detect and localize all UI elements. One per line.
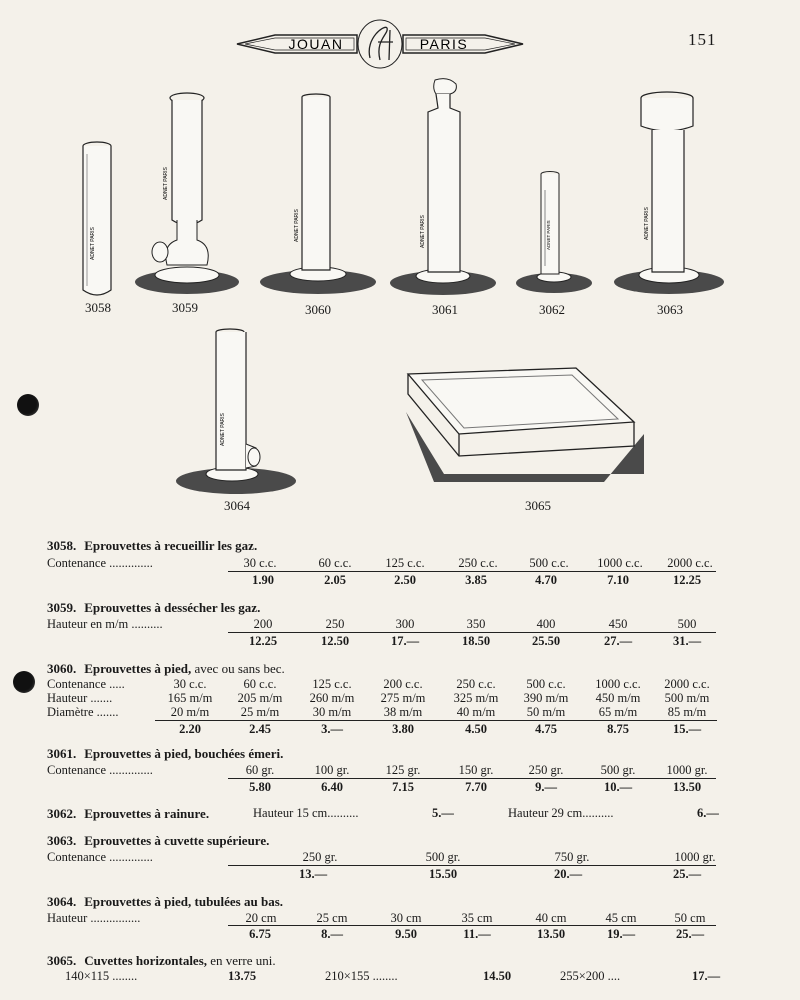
label-3058: 3058	[85, 300, 111, 315]
tube-3059-illustration	[132, 90, 242, 300]
label-3065: 3065	[525, 498, 551, 513]
svg-text:ADNET PARIS: ADNET PARIS	[546, 220, 551, 250]
entry-3061-title: 3061. Eprouvettes à pied, bouchées émeri.	[47, 746, 284, 761]
e3062-price-29: 6.—	[697, 806, 719, 820]
entry-3063-title: 3063. Eprouvettes à cuvette supérieure.	[47, 833, 270, 848]
row-label: Contenance ..............	[47, 763, 153, 777]
entry-3065-title: 3065. Cuvettes horizontales, en verre uni.	[47, 953, 276, 968]
tube-3060-illustration	[256, 92, 376, 302]
rule	[228, 778, 716, 779]
e3062-height-15: Hauteur 15 cm..........	[253, 806, 359, 820]
row-label-hauteur: Hauteur .......	[47, 691, 113, 705]
binding-hole	[17, 394, 39, 416]
page-number: 151	[688, 30, 717, 49]
label-3062: 3062	[539, 302, 565, 317]
e3065-size-2: 210×155 ........	[325, 969, 398, 983]
svg-text:ADNET PARIS: ADNET PARIS	[294, 209, 300, 242]
label-3060: 3060	[305, 302, 331, 317]
label-3061: 3061	[432, 302, 458, 317]
rule	[228, 632, 716, 633]
tube-3058-illustration	[78, 140, 118, 300]
e3065-size-3: 255×200 ....	[560, 969, 621, 983]
rule	[228, 925, 716, 926]
e3065-size-1: 140×115 ........	[65, 969, 138, 983]
entry-3062-title: 3062. Eprouvettes à rainure.	[47, 806, 210, 821]
entry-3064-title: 3064. Eprouvettes à pied, tubulées au bas.	[47, 894, 284, 909]
svg-text:ADNET PARIS: ADNET PARIS	[420, 215, 426, 248]
e3065-price-1: 13.75	[228, 969, 257, 983]
tray-3065-illustration	[404, 364, 644, 494]
rule	[228, 865, 716, 866]
label-3064: 3064	[224, 498, 250, 513]
logo-left-word: JOUAN	[288, 36, 344, 52]
label-3059: 3059	[172, 300, 198, 315]
e3065-price-2: 14.50	[483, 969, 512, 983]
entry-3059-title: 3059. Eprouvettes à dessécher les gaz.	[47, 600, 261, 615]
tube-3063-illustration	[612, 90, 727, 300]
e3062-price-15: 5.—	[432, 806, 454, 820]
row-label: Contenance ..............	[47, 556, 153, 570]
entry-3060-title: 3060. Eprouvettes à pied, avec ou sans bec.	[47, 661, 285, 676]
entry-3058-title: 3058. Eprouvettes à recueillir les gaz.	[47, 538, 258, 553]
row-label: Hauteur en m/m ..........	[47, 617, 163, 631]
tube-3061-illustration	[388, 78, 498, 300]
svg-text:ADNET PARIS: ADNET PARIS	[220, 413, 226, 446]
svg-text:ADNET PARIS: ADNET PARIS	[163, 167, 169, 200]
catalogue-page: JOUAN PARIS 151 ADNET PARIS 3058 ADNET PARIS 3059 ADNET PARIS 3060 ADNET PARIS 3061 ADNET PARIS 3062 ADNET PARIS 3063 ADNET PARIS 3064 3065 3058. Eprouvettes à recueillir les gaz. Contenance .............. 30 c.c. 60 c.c. 125 c.c. 250 c.c. 500 c.c. 1000 c.c. 2000 c.c. 1.90 2.05 2.50 3.85 4.70 7.10 12.25 3059. Eprouvettes à dessécher les gaz. Hauteur en m/m .......... 200 250 300 350 400 450 500 12.25 12.50 17.— 18.50 25.50 27.— 31.— 3060. Eprouvettes à pied, avec ou sans bec. Contenance ..... Hauteur ....... Diamètre ....... 30 c.c. 60 c.c. 125 c.c. 200 c.c. 250 c.c. 500 c.c. 1000 c.c. 2000 c.c. 165 m/m 205 m/m 260 m/m 275 m/m 325 m/m 390 m/m 450 m/m 500 m/m 20 m/m 25 m/m 30 m/m 38 m/m 40 m/m 50 m/m 65 m/m 85 m/m 2.20 2.45 3.— 3.80 4.50 4.75 8.75 15.— 3061. Eprouvettes à pied, bouchées émeri. Contenance .............. 60 gr. 100 gr. 125 gr. 150 gr. 250 gr. 500 gr. 1000 gr. 5.80 6.40 7.15 7.70 9.— 10.— 13.50 3062. Eprouvettes à rainure. Hauteur 15 cm.......... 5.— Hauteur 29 cm.......... 6.— 3063. Eprouvettes à cuvette supérieure. Contenance .............. 250 gr. 500 gr. 750 gr. 1000 gr. 13.— 15.50 20.— 25.— 3064. Eprouvettes à pied, tubulées au bas. Hauteur ................ 20 cm 25 cm 30 cm 35 cm 40 cm 45 cm 50 cm 6.75 8.— 9.50 11.— 13.50 19.— 25.— 3065. Cuvettes horizontales, en verre uni. 140×115 ........ 13.75 210×155 ........ 14.50 255×200 .... 17.—	[0, 0, 800, 1000]
row-label: Hauteur ................	[47, 911, 141, 925]
svg-text:ADNET PARIS: ADNET PARIS	[644, 207, 650, 240]
jouan-paris-logo	[235, 18, 525, 70]
tube-3064-illustration	[174, 326, 298, 498]
label-3063: 3063	[657, 302, 683, 317]
engraving: ADNET PARIS	[90, 227, 96, 260]
row-label: Contenance ..............	[47, 850, 153, 864]
rule	[155, 720, 717, 721]
row-label-diametre: Diamètre .......	[47, 705, 119, 719]
tube-3062-illustration	[514, 170, 594, 300]
e3065-price-3: 17.—	[692, 969, 721, 983]
logo-right-word: PARIS	[419, 36, 469, 52]
binding-hole	[13, 671, 35, 693]
e3062-height-29: Hauteur 29 cm..........	[508, 806, 614, 820]
rule	[228, 571, 716, 572]
row-label-contenance: Contenance .....	[47, 677, 125, 691]
